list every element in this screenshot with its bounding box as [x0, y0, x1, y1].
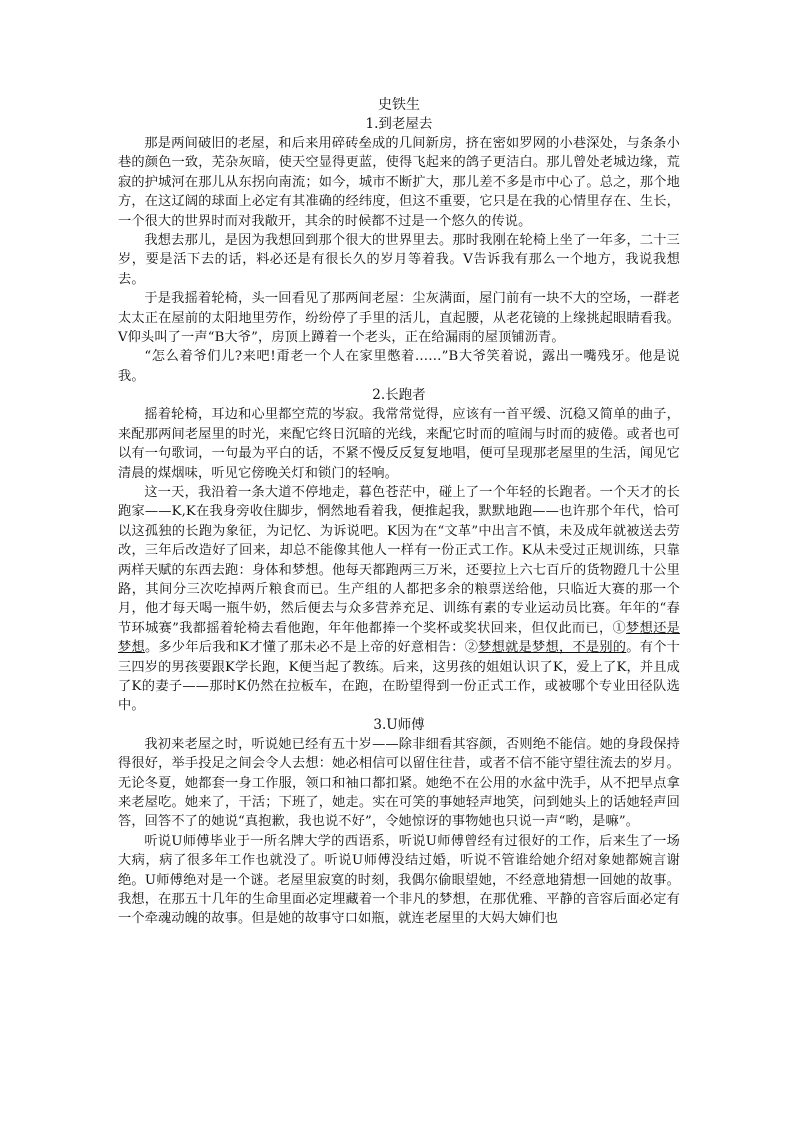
paragraph: 摇着轮椅，耳边和心里都空荒的岑寂。我常常觉得，应该有一首平缓、沉稳又简单的曲子，来配那两间老屋里的时光，来配它终日沉暗的光线，来配它时而的喧闹与时而的疲倦。或者也可以有一句歌词，一句最为平白的话，不紧不慢反反复复地唱，便可呈现那老屋里的生活，闻见它清晨的煤烟味，听见它傍晚关灯和锁门的轻响。: [118, 407, 680, 481]
section-heading-3: 3.U师傅: [373, 716, 425, 733]
author-name: 史铁生: [378, 97, 420, 113]
paragraph: 听说U师傅毕业于一所名牌大学的西语系，听说U师傅曾经有过很好的工作，后来生了一场大病，病了很多年工作也就没了。听说U师傅没结过婚，听说不管谁给她介绍对象她都婉言谢绝。U师傅绝对是一个谜。老屋里寂寞的时刻，我偶尔偷眼望她，不经意地猜想一回她的故事。我想，在那五十几年的生命里面必定埋藏着一个非凡的梦想，在那优雅、平静的音容后面必定有一个牵魂动魄的故事。但是她的故事守口如瓶，就连老屋里的大妈大婶们也: [118, 833, 680, 927]
section-heading-1: 1.到老屋去: [365, 116, 433, 132]
text-run: 。有个十三四岁的男孩要跟K学长跑，K便当起了教练。后来，这男孩的姐姐认识了K，爱上了K，并且成了K的妻子——那时K仍然在拉板车，在跑，在盼望得到一份正式工作，或被哪个专业田径队选中。: [118, 640, 680, 714]
paragraph: 那是两间破旧的老屋，和后来用碎砖垒成的几间新房，挤在密如罗网的小巷深处，与条条小巷的颜色一致，芜杂灰暗，使天空显得更蓝，使得飞起来的鸽子更洁白。那儿曾处老城边缘，荒寂的护城河在那儿从东拐向南流；如今，城市不断扩大，那儿差不多是市中心了。总之，那个地方，在这辽阔的球面上必定有其准确的经纬度，但这不重要，它只是在我的心情里存在、生长，一个很大的世界时而对我敞开，其余的时候都不过是一个悠久的传说。: [118, 136, 680, 229]
paragraph: 我初来老屋之时，听说她已经有五十岁——除非细看其容颜，否则绝不能信。她的身段保持得很好，举手投足之间会令人去想：她必相信可以留住往昔，或者不信不能守望往流去的岁月。无论冬夏，她都套一身工作服，领口和袖口都扣紧。她绝不在公用的水盆中洗手，从不把早点拿来老屋吃。她来了，干活；下班了，她走。实在可笑的事她轻声地笑，问到她头上的话她轻声回答，回答不了的她说“真抱歉，我也说不好”，令她惊讶的事物她也只说一声“哟，是嘛”。: [118, 736, 680, 830]
underlined-sentence-1: 梦想还是梦想: [118, 620, 680, 656]
paragraph: 我想去那儿，是因为我想回到那个很大的世界里去。那时我刚在轮椅上坐了一年多，二十三岁，要是活下去的话，料必还是有很长久的岁月等着我。V告诉我有那么一个地方，我说我想去。: [118, 233, 680, 287]
text-run: 。多少年后我和K才懂了那未必不是上帝的好意相告：②: [144, 640, 479, 656]
runner-paragraph: [118, 483, 680, 716]
article: [118, 96, 680, 929]
underlined-sentence-2: 梦想就是梦想，不是别的: [478, 640, 627, 656]
text-run: 这一天，我沿着一条大道不停地走，暮色苍茫中，碰上了一个年轻的长跑者。一个天才的长跑家——K,K在我身旁收住脚步，惘然地看着我，便推起我，默默地跑——也许那个年代，恰可以这孤独的长跑为象征，为记忆、为诉说吧。K因为在“文革”中出言不慎，未及成年就被送去劳改，三年后改造好了回来，却总不能像其他人一样有一份正式工作。K从未受过正规训练，只靠两样天赋的东西去跑：身体和梦想。他每天都跑两三万米，还要拉上六七百斤的货物蹬几十公里路，其间分三次吃掉两斤粮食而已。生产组的人都把多余的粮票送给他，只临近大赛的那一个月，他才每天喝一瓶牛奶，然后便去与众多营养充足、训练有素的专业运动员比赛。年年的“春节环城赛”我都摇着轮椅去看他跑，年年他都捧一个奖杯或奖状回来，但仅此而已，①: [118, 484, 680, 636]
paragraph: “怎么着爷们儿?来吧!甭老一个人在家里憋着……”B大爷笑着说，露出一嘴残牙。他是说我。: [118, 349, 680, 384]
section-heading-2: 2.长跑者: [372, 387, 426, 404]
paragraph: 于是我摇着轮椅，头一回看见了那两间老屋：尘灰满面，屋门前有一块不大的空场，一群老太太正在屋前的太阳地里劳作，纷纷停了手里的活儿，直起腰，从老花镜的上缘挑起眼睛看我。V仰头叫了一声“B大爷”，房顶上蹲着一个老头，正在给漏雨的屋顶铺沥青。: [118, 291, 680, 346]
